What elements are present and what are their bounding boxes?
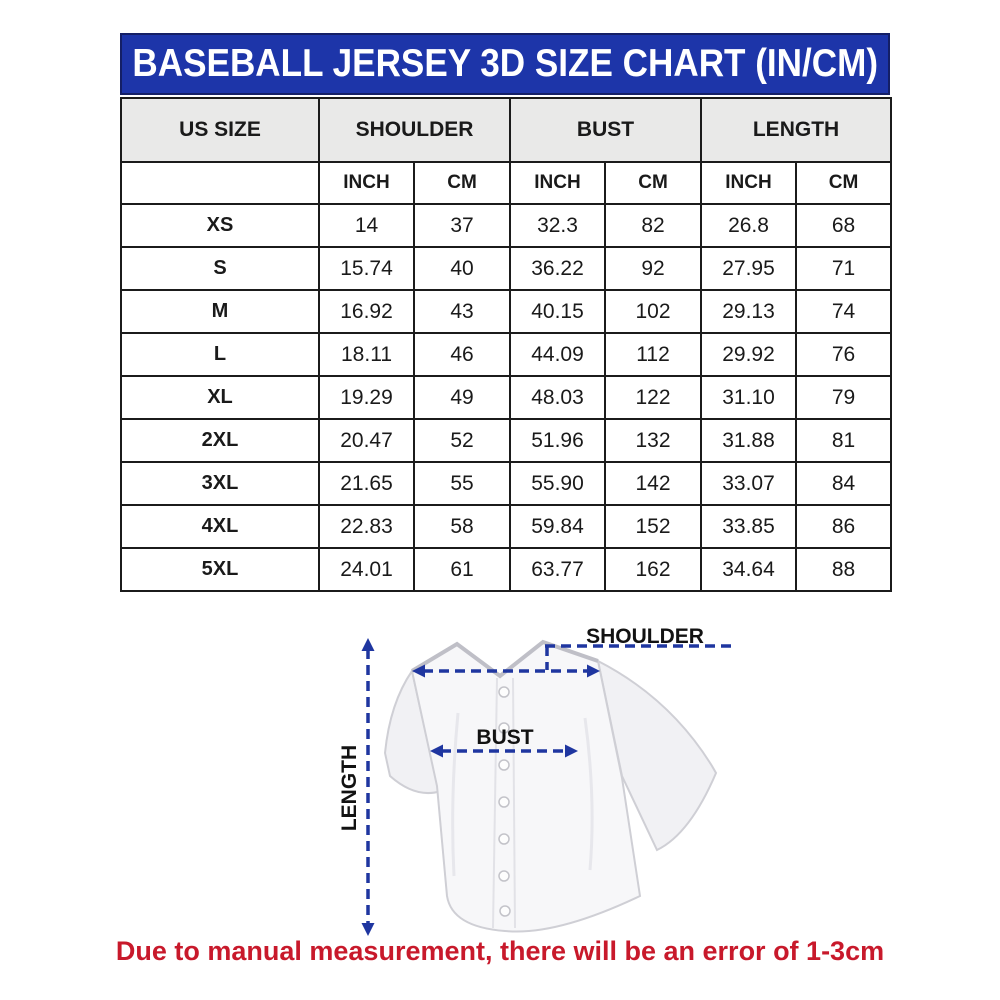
measurement-cell: 88: [796, 548, 891, 591]
size-label-cell: M: [121, 290, 319, 333]
measurement-cell: 82: [605, 204, 701, 247]
header-shoulder: SHOULDER: [319, 98, 510, 162]
measurement-cell: 40.15: [510, 290, 605, 333]
measurement-note: Due to manual measurement, there will be an error of 1-3cm: [115, 936, 885, 966]
measurement-cell: 29.92: [701, 333, 796, 376]
measurement-cell: 15.74: [319, 247, 414, 290]
measurement-cell: 76: [796, 333, 891, 376]
measurement-cell: 31.10: [701, 376, 796, 419]
measurement-cell: 26.8: [701, 204, 796, 247]
unit-header: CM: [605, 162, 701, 204]
measurement-cell: 112: [605, 333, 701, 376]
size-label-cell: 2XL: [121, 419, 319, 462]
size-label-cell: XL: [121, 376, 319, 419]
size-label-cell: 3XL: [121, 462, 319, 505]
measurement-cell: 63.77: [510, 548, 605, 591]
measurement-cell: 92: [605, 247, 701, 290]
table-row: [121, 419, 891, 462]
unit-header: INCH: [319, 162, 414, 204]
measurement-cell: 68: [796, 204, 891, 247]
measurement-cell: 58: [414, 505, 510, 548]
measurement-cell: 59.84: [510, 505, 605, 548]
measurement-cell: 27.95: [701, 247, 796, 290]
measurement-cell: 16.92: [319, 290, 414, 333]
arrowhead-down-icon: [362, 923, 375, 936]
size-table-body: [121, 204, 891, 591]
jersey-measurement-diagram: [0, 618, 1000, 958]
measurement-cell: 48.03: [510, 376, 605, 419]
measurement-cell: 55: [414, 462, 510, 505]
measurement-cell: 122: [605, 376, 701, 419]
measurement-cell: 24.01: [319, 548, 414, 591]
size-label-cell: L: [121, 333, 319, 376]
empty-cell: [121, 162, 319, 204]
size-label-cell: S: [121, 247, 319, 290]
shoulder-label: SHOULDER: [586, 625, 704, 648]
group-header-row: [121, 98, 891, 162]
table-row: [121, 548, 891, 591]
measurement-cell: 162: [605, 548, 701, 591]
unit-header: INCH: [701, 162, 796, 204]
arrowhead-up-icon: [362, 638, 375, 651]
measurement-cell: 86: [796, 505, 891, 548]
measurement-cell: 49: [414, 376, 510, 419]
measurement-cell: 31.88: [701, 419, 796, 462]
measurement-cell: 61: [414, 548, 510, 591]
unit-header-row: [121, 162, 891, 204]
table-row: [121, 462, 891, 505]
measurement-cell: 20.47: [319, 419, 414, 462]
table-row: [121, 204, 891, 247]
measurement-cell: 44.09: [510, 333, 605, 376]
measurement-cell: 33.85: [701, 505, 796, 548]
bust-label: BUST: [476, 726, 534, 749]
measurement-cell: 19.29: [319, 376, 414, 419]
measurement-cell: 22.83: [319, 505, 414, 548]
measurement-cell: 14: [319, 204, 414, 247]
unit-header: INCH: [510, 162, 605, 204]
length-annotation: [338, 638, 375, 936]
unit-header: CM: [796, 162, 891, 204]
measurement-cell: 40: [414, 247, 510, 290]
measurement-cell: 51.96: [510, 419, 605, 462]
measurement-cell: 102: [605, 290, 701, 333]
table-row: [121, 290, 891, 333]
measurement-cell: 71: [796, 247, 891, 290]
measurement-cell: 79: [796, 376, 891, 419]
measurement-cell: 21.65: [319, 462, 414, 505]
measurement-cell: 132: [605, 419, 701, 462]
size-label-cell: XS: [121, 204, 319, 247]
measurement-cell: 152: [605, 505, 701, 548]
measurement-cell: 81: [796, 419, 891, 462]
measurement-cell: 52: [414, 419, 510, 462]
length-label: LENGTH: [338, 744, 361, 832]
table-row: [121, 333, 891, 376]
jersey-graphic: [385, 642, 716, 932]
measurement-cell: 84: [796, 462, 891, 505]
header-us-size: US SIZE: [121, 98, 319, 162]
size-table: [120, 97, 892, 592]
measurement-cell: 46: [414, 333, 510, 376]
measurement-cell: 55.90: [510, 462, 605, 505]
table-row: [121, 505, 891, 548]
measurement-cell: 29.13: [701, 290, 796, 333]
size-label-cell: 5XL: [121, 548, 319, 591]
measurement-cell: 36.22: [510, 247, 605, 290]
title-banner: [120, 33, 890, 95]
measurement-cell: 32.3: [510, 204, 605, 247]
measurement-cell: 33.07: [701, 462, 796, 505]
unit-header: CM: [414, 162, 510, 204]
measurement-cell: 43: [414, 290, 510, 333]
measurement-cell: 74: [796, 290, 891, 333]
measurement-cell: 142: [605, 462, 701, 505]
measurement-cell: 37: [414, 204, 510, 247]
measurement-cell: 18.11: [319, 333, 414, 376]
header-length: LENGTH: [701, 98, 891, 162]
page-title: BASEBALL JERSEY 3D SIZE CHART (IN/CM): [132, 42, 878, 85]
header-bust: BUST: [510, 98, 701, 162]
table-row: [121, 247, 891, 290]
table-row: [121, 376, 891, 419]
measurement-cell: 34.64: [701, 548, 796, 591]
size-label-cell: 4XL: [121, 505, 319, 548]
